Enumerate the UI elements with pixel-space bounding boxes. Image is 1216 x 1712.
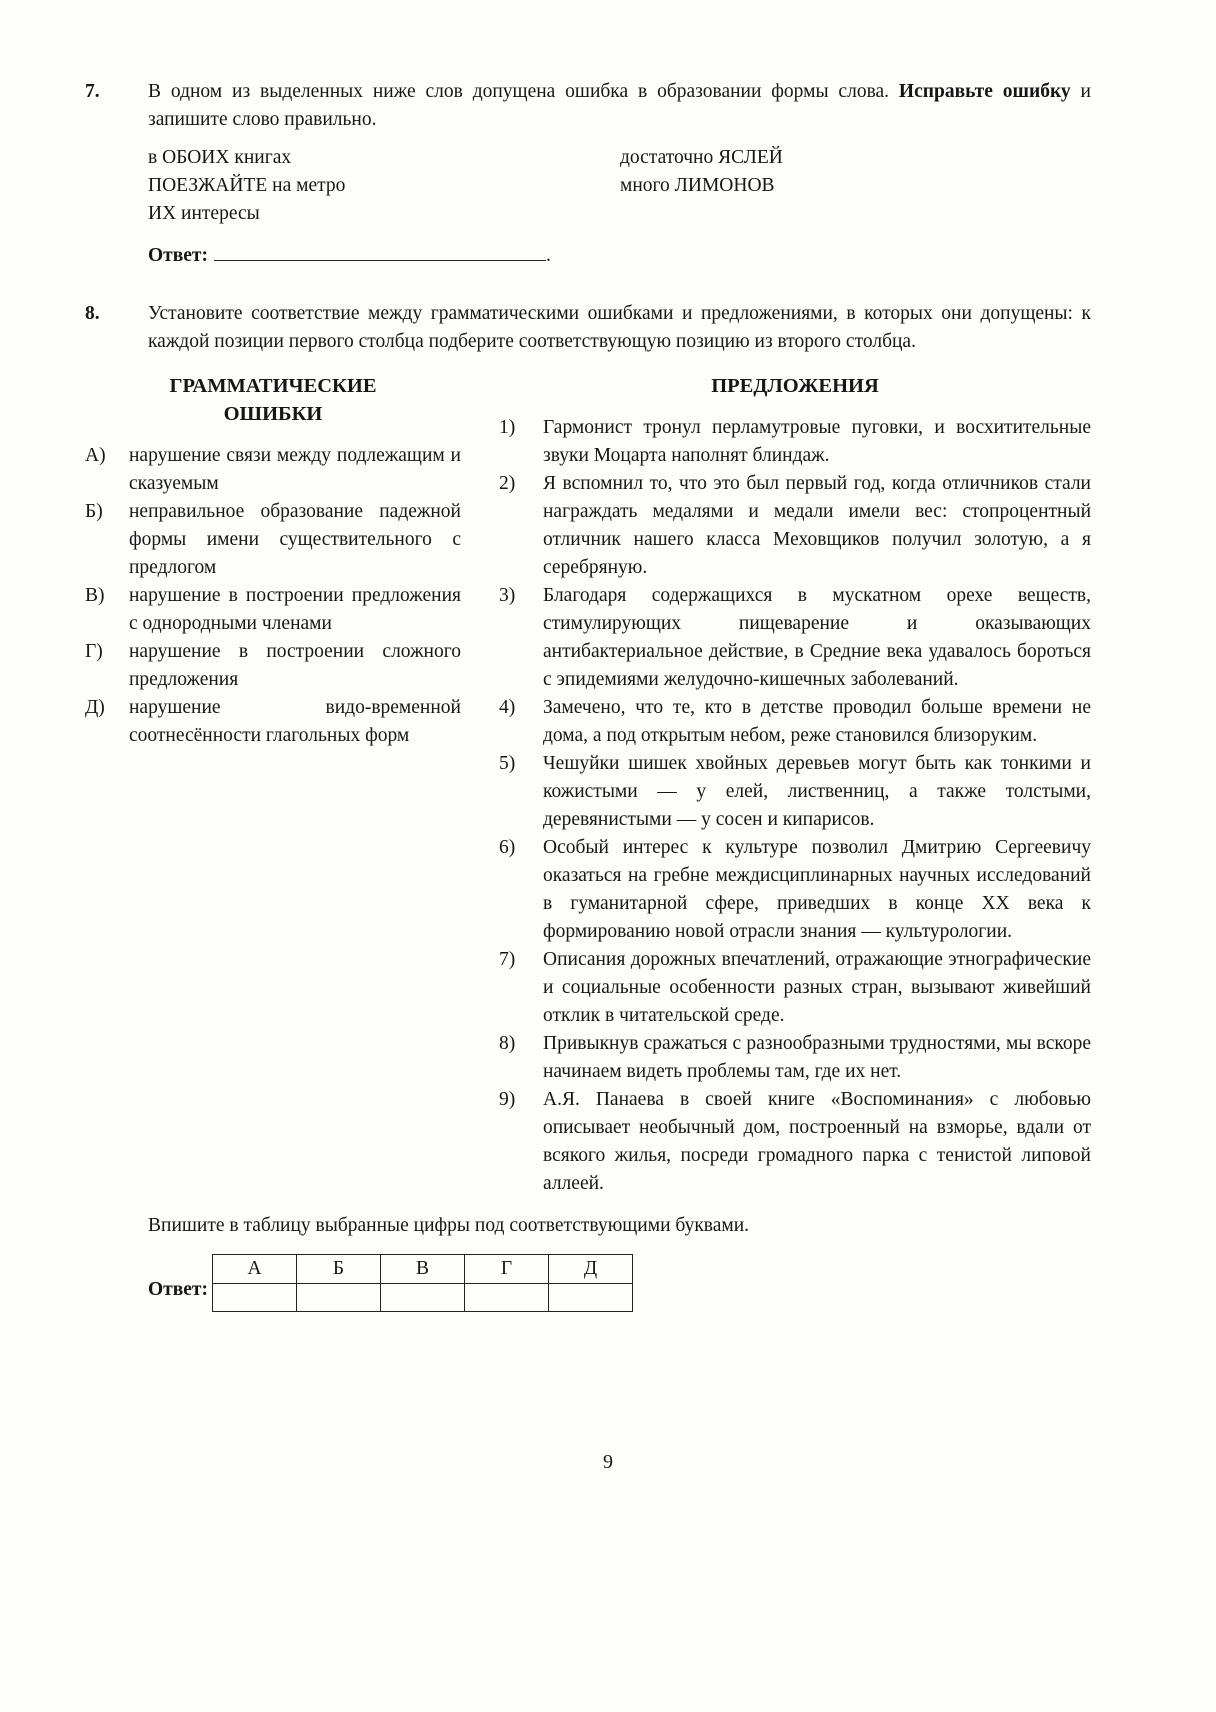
task-8-footer [85, 1198, 1091, 1312]
answer-cell[interactable] [549, 1284, 633, 1312]
sentences-column [499, 372, 1091, 1198]
task-7-prompt-bold: Исправьте ошибку [898, 81, 1071, 102]
error-text: нарушение видо-временной соотнесённости глагольных форм [129, 697, 461, 746]
sentence-item [499, 834, 1091, 946]
task-7-answer-blank[interactable] [214, 242, 546, 261]
answer-table [212, 1254, 633, 1312]
sentences-header: ПРЕДЛОЖЕНИЯ [711, 375, 879, 397]
error-item [85, 442, 461, 498]
word-option: в ОБОИХ книгах [148, 147, 292, 168]
sentence-text: Привыкнув сражаться с разнообразными трудностями, мы вскоре начинаем видеть проблемы там, где их нет. [543, 1033, 1091, 1082]
error-label: А) [85, 445, 106, 466]
task-7-number: 7. [85, 81, 100, 102]
task-8-match-columns [85, 372, 1091, 1198]
error-label: Д) [85, 697, 105, 718]
answer-table-header: Б [297, 1255, 381, 1284]
sentence-item [499, 582, 1091, 694]
answer-cell[interactable] [381, 1284, 465, 1312]
task-8-number: 8. [85, 303, 100, 324]
answer-cell[interactable] [213, 1284, 297, 1312]
sentence-label: 5) [499, 753, 516, 774]
sentence-text: Гармонист тронул перламутровые пуговки, и восхитительные звуки Моцарта наполнят блиндаж. [543, 417, 1091, 466]
error-text: неправильное образование падежной формы имени существительного с предлогом [129, 501, 461, 578]
answer-table-header: Д [549, 1255, 633, 1284]
answer-table-header-row [213, 1255, 633, 1284]
task-8-prompt: Установите соответствие между грамматическими ошибками и предложениями, в которых они допущены: к каждой позиции первого столбца подберите соответствующую позицию из второго столбца. [148, 303, 1091, 352]
word-option: много ЛИМОНОВ [620, 175, 775, 196]
sentence-item [499, 694, 1091, 750]
sentence-text: Чешуйки шишек хвойных деревьев могут быть как тонкими и кожистыми — у елей, лиственниц, а также толстыми, деревянистыми — у сосен и кипарисов. [543, 753, 1091, 830]
sentence-text: Я вспомнил то, что это был первый год, когда отличников стали награждать медалями и медали имели вес: стопроцентный отличник нашего класса Меховщиков получил золотую, а я серебряную. [543, 473, 1091, 578]
error-item [85, 694, 461, 750]
answer-table-header: А [213, 1255, 297, 1284]
sentence-item [499, 946, 1091, 1030]
task-8 [85, 300, 1091, 356]
sentence-label: 8) [499, 1033, 516, 1054]
error-item [85, 638, 461, 694]
task-8-answer-label: Ответ: [148, 1279, 209, 1300]
task-8-answer-block [148, 1254, 1091, 1312]
answer-cell[interactable] [297, 1284, 381, 1312]
word-option: ПОЕЗЖАЙТЕ на метро [148, 175, 346, 196]
error-text: нарушение в построении сложного предложения [129, 641, 461, 690]
sentence-item [499, 1086, 1091, 1198]
answer-cell[interactable] [465, 1284, 549, 1312]
task-7-word-options [148, 144, 1091, 228]
task-7-answer-line [148, 242, 1091, 270]
errors-column [85, 372, 461, 1198]
sentence-text: Благодаря содержащихся в мускатном орехе веществ, стимулирующих пищеварение и оказывающих антибактериальное действие, в Средние века удавалось бороться с эпидемиями желудочно-кишечных заболеваний. [543, 585, 1091, 690]
sentence-item [499, 414, 1091, 470]
error-label: Б) [85, 501, 103, 522]
sentence-label: 3) [499, 585, 516, 606]
sentence-text: Особый интерес к культуре позволил Дмитрию Сергеевичу оказаться на гребне междисциплинарных научных исследований в гуманитарной сфере, приведших в конце XX века к формированию новой отрасли знания — культурологии. [543, 837, 1091, 942]
error-text: нарушение связи между подлежащим и сказуемым [129, 445, 461, 494]
error-label: Г) [85, 641, 103, 662]
task-7-prompt-end: и запишите слово правильно. [148, 81, 1091, 130]
sentence-item [499, 470, 1091, 582]
sentence-label: 6) [499, 837, 516, 858]
page-content [85, 78, 1091, 1312]
answer-table-header: Г [465, 1255, 549, 1284]
word-option: достаточно ЯСЛЕЙ [620, 147, 783, 168]
sentence-item [499, 1030, 1091, 1086]
task-8-footer-body [148, 1198, 1091, 1312]
sentence-label: 4) [499, 697, 516, 718]
word-options-left [148, 144, 620, 228]
task-7-body [148, 78, 1091, 270]
word-option: ИХ интересы [148, 203, 260, 224]
error-item [85, 582, 461, 638]
sentence-item [499, 750, 1091, 834]
task-7-prompt-start: В одном из выделенных ниже слов допущена ошибка в образовании формы слова. [148, 81, 899, 102]
word-options-right [620, 144, 1091, 228]
sentence-text: А.Я. Панаева в своей книге «Воспоминания» с любовью описывает необычный дом, построенный на взморье, вдали от всякого жилья, посреди громадного парка с тенистой липовой аллеей. [543, 1089, 1091, 1194]
task-8-footer-spacer [85, 1198, 148, 1312]
sentence-label: 2) [499, 473, 516, 494]
task-7 [85, 78, 1091, 270]
sentence-text: Описания дорожных впечатлений, отражающие этнографические и социальные особенности разных стран, вызывают живейший отклик в читательской среде. [543, 949, 1091, 1026]
sentence-label: 1) [499, 417, 516, 438]
table-instruction: Впишите в таблицу выбранные цифры под соответствующими буквами. [148, 1215, 750, 1236]
task-7-answer-label: Ответ: [148, 245, 209, 266]
answer-table-header: В [381, 1255, 465, 1284]
task-7-prompt [148, 78, 1091, 134]
task-8-body [148, 300, 1091, 356]
answer-table-input-row [213, 1284, 633, 1312]
error-item [85, 498, 461, 582]
error-label: В) [85, 585, 105, 606]
sentence-text: Замечено, что те, кто в детстве проводил больше времени не дома, а под открытым небом, реже становился близоруким. [543, 697, 1091, 746]
sentence-label: 7) [499, 949, 516, 970]
sentence-label: 9) [499, 1089, 516, 1110]
task-7-answer-period: . [546, 245, 551, 266]
error-text: нарушение в построении предложения с однородными членами [129, 585, 461, 634]
errors-header: ГРАММАТИЧЕСКИЕ ОШИБКИ [169, 375, 377, 425]
page-number: 9 [603, 1451, 613, 1473]
